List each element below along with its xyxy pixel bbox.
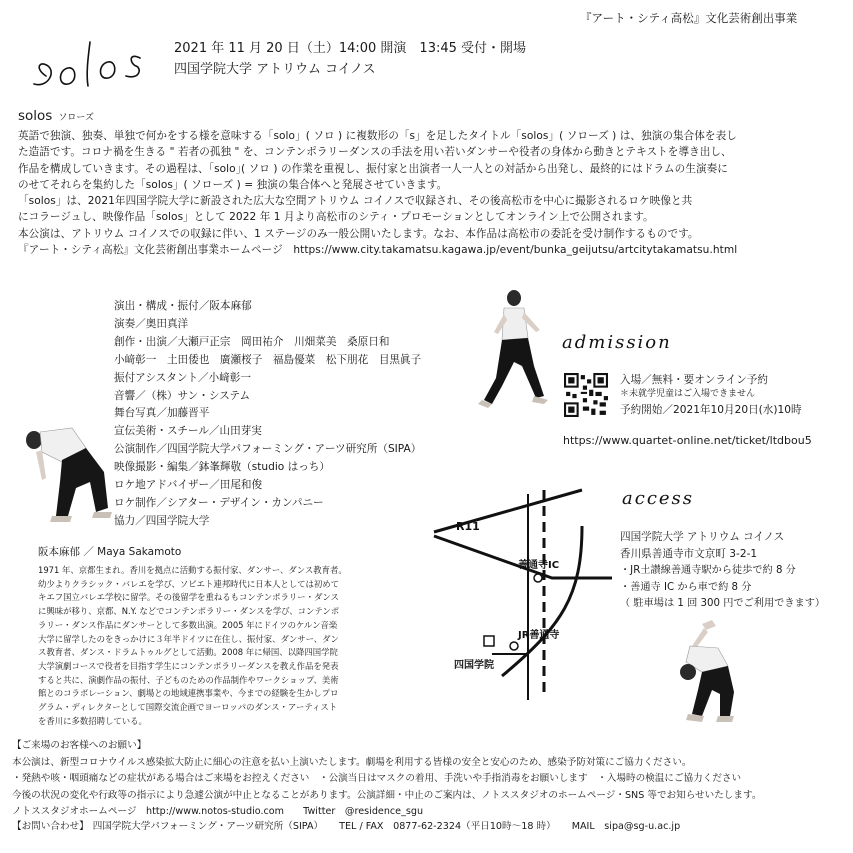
access-title-text: access [622,488,695,509]
ic-marker [534,574,542,582]
notice-line: 今後の状況の変化や行政等の指示により急遽公演が中止となることがあります。公演詳細・中止のご案内は、ノトススタジオのホームページ・SNS 等でお知らせいたします。 [12,789,762,801]
contact-org: 四国学院大学パフォーミング・アーツ研究所（SIPA） [92,821,324,832]
notice-line: 本公演は、新型コロナウイルス感染拡大防止に細心の注意を払い上演いたします。劇場を利用する皆様の安全と安心のため、感染予防対策にご協力ください。 [12,756,692,768]
contact-section [12,818,696,832]
credit-line: ロケ制作／シアター・デザイン・カンパニー [114,496,324,509]
credit-line: 演奏／奥田真洋 [114,317,189,330]
access-parking: （ 駐車場は 1 回 300 円でご利用できます） [620,598,826,609]
admission-fee: 入場／無料・要オンライン予約 [620,374,768,386]
credit-line: 創作・出演／大瀬戸正宗 岡田祐介 川畑菜美 桑原日和 [114,335,390,348]
intro-title-text: solos [18,108,53,124]
map-label-station: JR善通寺 [518,630,560,641]
map-label-ic: 善通寺IC [518,560,560,571]
credit-line: 演出・構成・振付／阪本麻郁 [114,300,252,312]
admission-title-text: admission [562,332,672,353]
credit-line: 音響／（株）サン・システム [114,389,251,402]
intro-section [18,108,836,258]
notice-line: ・発熱や咳・咽頭痛などの症状がある場合はご来場をお控えください ・公演当日はマスクの着用、手洗いや手指消毒をお願いします ・入場時の検温にご協力ください [12,773,742,785]
access-map[interactable] [432,486,616,710]
contact-mail-link[interactable]: MAIL sipa@sg-u.ac.jp [571,821,681,832]
credit-line: 映像撮影・編集／鉢峯輝敬（studio はっち） [114,461,330,474]
access-route-train: ・JR土讃線善通寺駅から徒歩で約 8 分 [620,565,796,576]
map-label-school: 四国学院 [454,660,494,671]
bio-section [38,544,410,728]
school-marker [484,636,494,646]
access-title [620,485,730,511]
access-info [620,529,825,613]
credit-line: 小﨑彰一 土田倭也 廣瀬桜子 福島優菜 松下朋花 目黒眞子 [114,353,422,366]
program-label: 『アート・シティ高松』文化芸術創出事業 [580,11,798,25]
admission-info [620,372,802,419]
dancer-photo-standing [474,286,564,414]
notice-section [12,738,842,821]
access-address: 香川県善通寺市文京町 3-2-1 [620,548,758,560]
event-header [174,38,526,80]
reservation-start: 予約開始／2021年10月20日(水)10時 [620,404,802,416]
credits-list [114,298,421,531]
solos-logo [30,36,150,94]
bio-text: 1971 年、京都生まれ。香川を拠点に活動する振付家、ダンサー、ダンス教育者。 幼少よりクラシック・バレエを学び、ソビエト連邦時代に日本人としては初めて キエフ国立バレエ学校に留学。その後留学を重ねるもコンテンポラリー・ダンス に興味が移り、京都、N.Y. などでコンテンポラリー・ダンスを学び、コンテンポ ラリー・ダンス作品にダンサーとして多数出演。2005 年にドイツのケルン音楽 大学に留学したのをきっかけに３年半ドイツに在住し、振付家、ダンサー、ダン ス教育者、ダンス・ドラムトゥルグとして活動。2008 年に帰国、以降四国学院 大学演劇コースで役者を目指す学生にコンテンポラリーダンスを教え作品を発表 すると共に、演劇作品の振付、子どものための作品制作やワークショップ、美術 館とのコラボレーション、劇場との地域連携事業や、今までの経験を生かしプロ グラム・ディレクターとして国際交流企画でヨーロッパのダンス・アーティスト を香川に多数招聘している。 [38,565,347,726]
contact-label: 【お問い合わせ】 [12,821,89,832]
access-venue-name: 四国学院大学 アトリウム コイノス [620,531,785,543]
map-label-r11: R11 [456,520,480,533]
notice-heading: 【ご来場のお客様へのお願い】 [12,740,147,751]
credit-line: 宣伝美術・スチール／山田芽実 [114,425,262,438]
access-route-car: ・善通寺 IC から車で約 8 分 [620,581,752,593]
ticket-url-link[interactable]: https://www.quartet-online.net/ticket/ltdbou5 [563,434,812,447]
dancer-photo-bending [672,616,744,724]
event-datetime: 2021 年 11 月 20 日（土）14:00 開演 13:45 受付・開場 [174,41,527,56]
intro-title [18,108,836,124]
intro-title-kana: ソローズ [58,113,94,123]
intro-body: 英語で独演、独奏、単独で何かをする様を意味する「solo」( ソロ ) に複数形の「s」を足したタイトル「solos」( ソローズ ) は、独演の集合体を表し た造語です。コロナ禍を生きる " 若者の孤独 " を、コンテンポラリーダンスの手法を用い若いダンサーや役者の身体から動きとテキストを導き出し、 作品を構成していきます。その過程は、｢solo｣( ソロ ) の作業を重視し、振付家と出演者一人一人との対話から出発し、最終的にはドラムの生演奏に のせてそれらを集約した「solos」( ソローズ ) = 独演の集合体へと発展させていきます。 「solos」は、2021年四国学院大学に新設された広大な空間アトリウム コイノスで収録され、その後高松市を中心に撮影されるロケ映像と共 にコラージュし、映像作品「solos」として 2022 年 1 月より高松市のシティ・プロモーションとしてオンライン上で公開されます。 本公演は、アトリウム コイノスでの収録に伴い、1 ステージのみ一般公開いたします。なお、本作品は高松市の委託を受け制作するものです。 『アート・シティ高松』文化芸術創出事業ホームページ https://www.city.takamatsu.kagawa.jp/event/bunka_geijutsu/artcitytakamatsu.html [18,130,738,257]
qr-code[interactable] [564,373,608,417]
contact-tel: TEL / FAX 0877-62-2324（平日10時～18 時） [339,821,556,832]
admission-note: ＊未就学児童はご入場できません [620,389,756,399]
event-venue: 四国学院大学 アトリウム コイノス [174,62,376,77]
dancer-photo-crouching [16,412,118,524]
credit-line: 協力／四国学院大学 [114,514,210,527]
station-marker [510,642,518,650]
road-to-ic [434,536,612,578]
credit-line: ロケ地アドバイザー／田尾和俊 [114,479,263,492]
credit-line: 舞台写真／加藤晋平 [114,407,210,420]
admission-title [560,328,700,356]
bio-name: 阪本麻郁 ／ Maya Sakamoto [38,546,182,558]
credit-line: 公演制作／四国学院大学パフォーミング・アーツ研究所（SIPA） [114,443,422,456]
credit-line: 振付アシスタント／小﨑彰一 [114,371,251,384]
notice-website-line[interactable]: ノトススタジオホームページ http://www.notos-studio.com Twitter @residence_sgu [12,806,424,818]
